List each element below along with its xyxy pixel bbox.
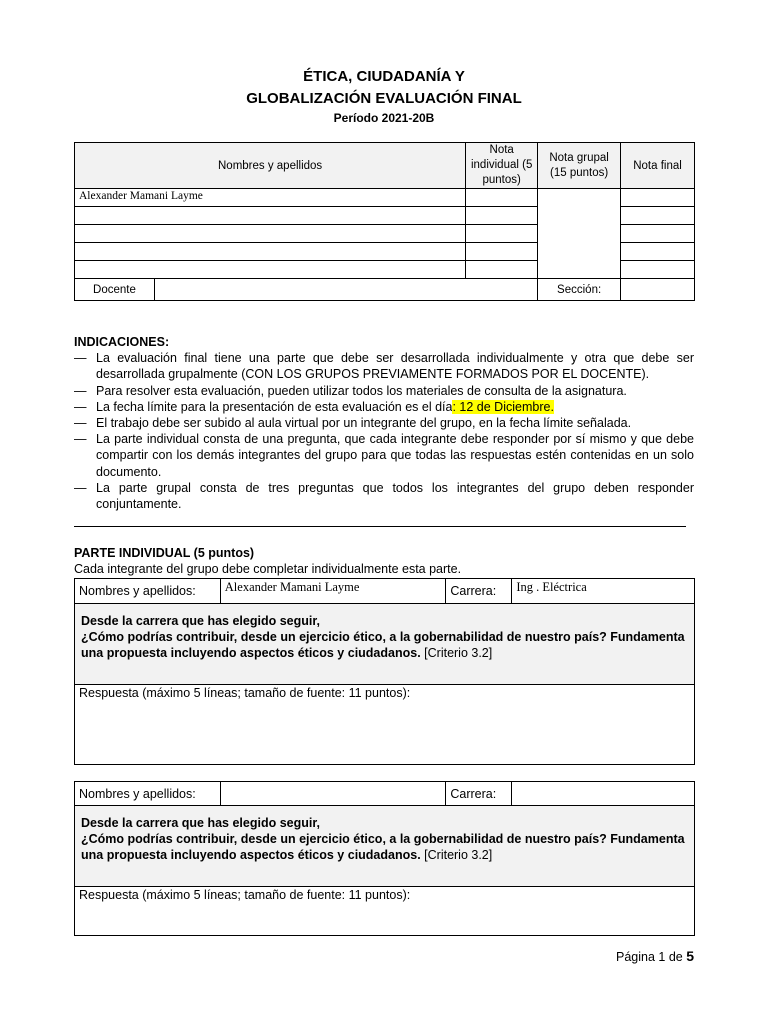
career-label: Carrera: xyxy=(446,579,512,604)
final-grade-cell[interactable] xyxy=(621,261,695,279)
seccion-label: Sección: xyxy=(538,279,621,301)
student-name-cell[interactable]: Alexander Mamani Layme xyxy=(75,189,466,207)
name-field[interactable] xyxy=(220,782,446,806)
question-text: Desde la carrera que has elegido seguir, ¿Cómo podrías contribuir, desde un ejercicio ético, a la gobernabilidad de nuestro país? Fundamenta una propuesta incluyendo aspectos éticos y ciudadanos. [Criterio 3.2] xyxy=(75,604,695,685)
response-row xyxy=(75,887,695,936)
period-label: Período 2021-20B xyxy=(333,111,435,125)
question-row xyxy=(75,806,695,887)
individual-grade-cell[interactable] xyxy=(466,189,538,207)
criterion-label: [Criterio 3.2] xyxy=(424,848,493,862)
docente-value[interactable] xyxy=(154,279,537,301)
title-line-2: GLOBALIZACIÓN EVALUACIÓN FINAL xyxy=(246,90,522,107)
title-line-1: ÉTICA, CIUDADANÍA Y xyxy=(303,68,465,85)
name-label: Nombres y apellidos: xyxy=(75,579,221,604)
question-row xyxy=(75,604,695,685)
name-label: Nombres y apellidos: xyxy=(75,782,221,806)
list-item: — El trabajo debe ser subido al aula virtual por un integrante del grupo, en la fecha límite señalada. xyxy=(74,416,632,431)
indications-heading: INDICACIONES: xyxy=(74,335,170,349)
final-grade-cell[interactable] xyxy=(621,207,695,225)
question-block-2 xyxy=(74,781,695,936)
final-grade-cell[interactable] xyxy=(621,189,695,207)
name-field[interactable]: Alexander Mamani Layme xyxy=(220,579,446,604)
list-item: — La fecha límite para la presentación de esta evaluación es el día: 12 de Diciembre. xyxy=(74,399,554,414)
section-divider xyxy=(74,526,686,527)
grades-table xyxy=(74,142,695,301)
career-field[interactable] xyxy=(512,782,695,806)
criterion-label: [Criterio 3.2] xyxy=(424,646,493,660)
header-individual: Nota individual (5 puntos) xyxy=(466,143,538,189)
individual-grade-cell[interactable] xyxy=(466,261,538,279)
header-final: Nota final xyxy=(621,143,695,189)
question-block-1 xyxy=(74,578,695,765)
question-text: Desde la carrera que has elegido seguir, ¿Cómo podrías contribuir, desde un ejercicio ético, a la gobernabilidad de nuestro país? Fundamenta una propuesta incluyendo aspectos éticos y ciudadanos. [Criterio 3.2] xyxy=(75,806,695,887)
list-item: — Para resolver esta evaluación, pueden utilizar todos los materiales de consulta de la asignatura. xyxy=(74,383,627,398)
individual-grade-cell[interactable] xyxy=(466,225,538,243)
docente-label: Docente xyxy=(75,279,155,301)
student-name-cell[interactable] xyxy=(75,225,466,243)
page-number: Página 1 de 5 xyxy=(616,948,694,964)
career-label: Carrera: xyxy=(446,782,512,806)
docente-row xyxy=(75,279,695,301)
individual-grade-cell[interactable] xyxy=(466,207,538,225)
list-item: — La parte grupal consta de tres preguntas que todos los integrantes del grupo deben responder conjuntamente. xyxy=(74,480,694,512)
deadline-highlight: : 12 de Diciembre. xyxy=(452,399,554,414)
final-grade-cell[interactable] xyxy=(621,243,695,261)
table-row xyxy=(75,189,695,207)
response-area[interactable]: Respuesta (máximo 5 líneas; tamaño de fuente: 11 puntos): xyxy=(75,887,695,936)
list-item: — La parte individual consta de una pregunta, que cada integrante debe responder por sí mismo y que debe compartir con los demás integrantes del grupo para que todas las respuestas estén contenidas en un solo documento. xyxy=(74,432,694,479)
indications-section xyxy=(74,334,694,512)
individual-grade-cell[interactable] xyxy=(466,243,538,261)
individual-heading: PARTE INDIVIDUAL (5 puntos) xyxy=(74,546,255,560)
seccion-value[interactable] xyxy=(621,279,695,301)
header-grupal: Nota grupal (15 puntos) xyxy=(538,143,621,189)
header-names: Nombres y apellidos xyxy=(75,143,466,189)
response-area[interactable]: Respuesta (máximo 5 líneas; tamaño de fuente: 11 puntos): xyxy=(75,685,695,765)
career-field[interactable]: Ing . Eléctrica xyxy=(512,579,695,604)
individual-subheading: Cada integrante del grupo debe completar individualmente esta parte. xyxy=(74,562,462,577)
final-grade-cell[interactable] xyxy=(621,225,695,243)
response-row xyxy=(75,685,695,765)
student-name-cell[interactable] xyxy=(75,261,466,279)
student-info-row xyxy=(75,579,695,604)
group-grade-cell[interactable] xyxy=(538,189,621,279)
student-name-cell[interactable] xyxy=(75,243,466,261)
student-name-cell[interactable] xyxy=(75,207,466,225)
individual-section-header xyxy=(74,545,694,577)
student-info-row xyxy=(75,782,695,806)
grades-header-row xyxy=(75,143,695,189)
list-item: — La evaluación final tiene una parte que debe ser desarrollada individualmente y otra que debe ser desarrollada grupalmente (CON LOS GRUPOS PREVIAMENTE FORMADOS POR EL DOCENTE). xyxy=(74,351,694,382)
